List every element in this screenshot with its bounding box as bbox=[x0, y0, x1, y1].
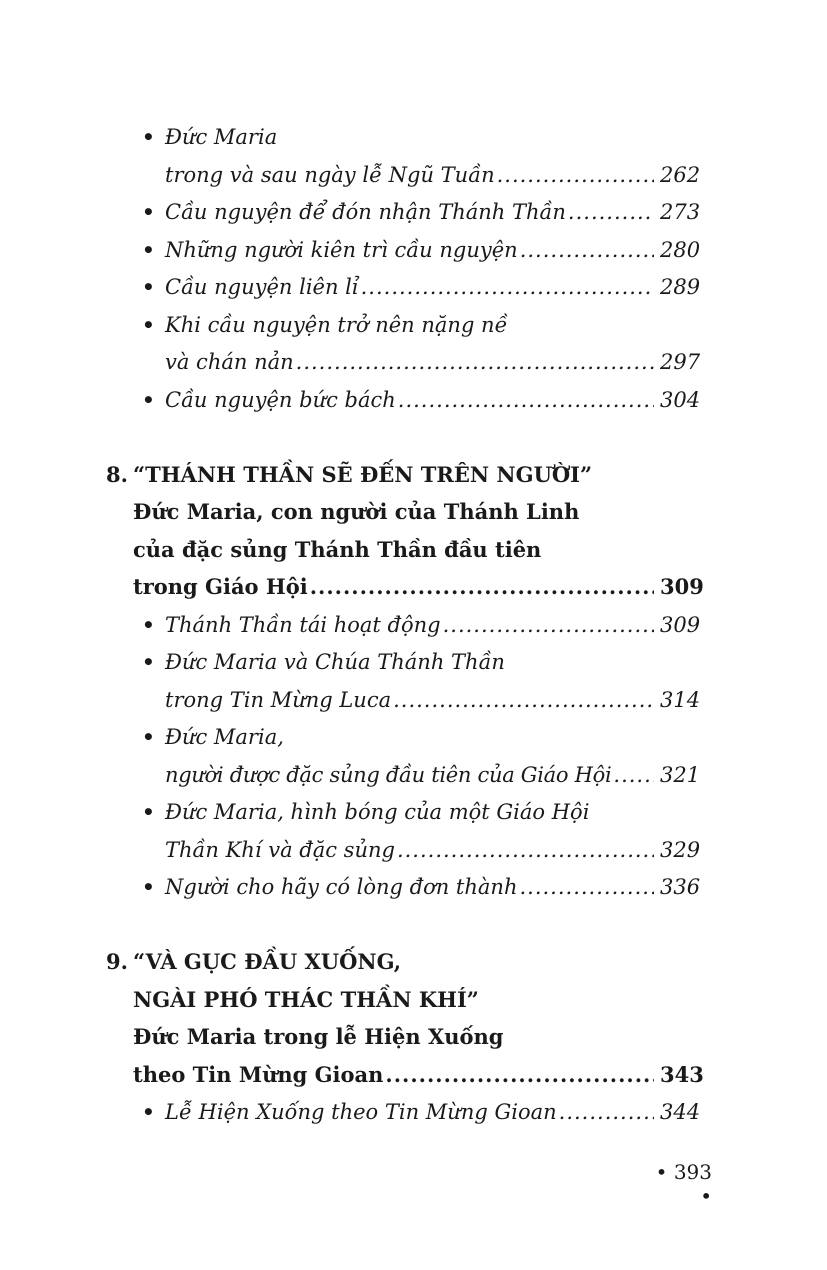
toc-entry bbox=[142, 864, 701, 900]
toc-entry bbox=[142, 789, 700, 825]
toc-entry bbox=[142, 714, 700, 750]
entry-title: Cầu nguyện liên lỉ bbox=[165, 275, 359, 299]
entry-title: Đức Maria và Chúa Thánh Thần bbox=[165, 650, 505, 674]
bullet-icon: • bbox=[142, 800, 155, 824]
chapter-title-line: NGÀI PHÓ THÁC THẦN KHÍ” bbox=[133, 987, 479, 1012]
chapter-title-line: trong Giáo Hội bbox=[133, 574, 308, 599]
page-number: 336 bbox=[660, 875, 701, 899]
toc-entry bbox=[142, 639, 700, 675]
page-number: 343 bbox=[660, 1062, 704, 1087]
entry-title: Thánh Thần tái hoạt động bbox=[165, 613, 441, 637]
bullet-icon: • bbox=[142, 313, 155, 337]
chapter-heading bbox=[133, 1014, 700, 1050]
entry-title: Cầu nguyện bức bách bbox=[165, 388, 396, 412]
chapter-title-line: của đặc sủng Thánh Thần đầu tiên bbox=[133, 537, 542, 562]
leader-dots bbox=[568, 199, 654, 225]
chapter-title-line: Đức Maria trong lễ Hiện Xuống bbox=[133, 1024, 504, 1049]
chapter-title-line: “THÁNH THẦN SẼ ĐẾN TRÊN NGƯỜI” bbox=[133, 462, 593, 487]
toc-entry bbox=[165, 827, 700, 863]
toc-entry bbox=[142, 227, 701, 263]
bullet-icon: • bbox=[142, 388, 155, 412]
page-number: 314 bbox=[660, 688, 701, 712]
chapter-heading bbox=[133, 1052, 704, 1088]
page-footer-number: • 393 • bbox=[655, 1160, 712, 1208]
page-number: 329 bbox=[660, 838, 701, 862]
entry-title: Đức Maria, bbox=[165, 725, 284, 749]
bullet-icon: • bbox=[142, 200, 155, 224]
entry-title: Người cho hãy có lòng đơn thành bbox=[165, 875, 518, 899]
page-number: 262 bbox=[660, 163, 701, 187]
chapter-heading bbox=[133, 527, 700, 563]
page-number: 309 bbox=[660, 613, 701, 637]
toc-entry bbox=[165, 339, 700, 375]
toc-entry bbox=[142, 114, 700, 150]
page-number: 297 bbox=[660, 350, 701, 374]
leader-dots bbox=[385, 1062, 654, 1088]
entry-title: và chán nản bbox=[165, 350, 294, 374]
leader-dots bbox=[497, 162, 654, 188]
leader-dots bbox=[443, 612, 654, 638]
entry-title: Thần Khí và đặc sủng bbox=[165, 838, 395, 862]
page-number: 309 bbox=[660, 574, 704, 599]
entry-title: Lễ Hiện Xuống theo Tin Mừng Gioan bbox=[165, 1100, 557, 1124]
page-number: 273 bbox=[660, 200, 701, 224]
leader-dots bbox=[296, 349, 654, 375]
page-number: 321 bbox=[660, 763, 701, 787]
page-number: 304 bbox=[660, 388, 701, 412]
chapter-title-line: theo Tin Mừng Gioan bbox=[133, 1062, 384, 1087]
toc-entry bbox=[142, 377, 701, 413]
bullet-icon: • bbox=[142, 875, 155, 899]
chapter-title-line: “VÀ GỤC ĐẦU XUỐNG, bbox=[133, 949, 402, 974]
leader-dots bbox=[361, 274, 654, 300]
entry-title: trong Tin Mừng Luca bbox=[165, 688, 392, 712]
bullet-icon: • bbox=[142, 725, 155, 749]
leader-dots bbox=[613, 762, 654, 788]
bullet-icon: • bbox=[142, 613, 155, 637]
toc-entry bbox=[142, 302, 700, 338]
toc-entry bbox=[142, 602, 701, 638]
leader-dots bbox=[519, 874, 654, 900]
chapter-heading bbox=[133, 977, 700, 1013]
page-number: 289 bbox=[660, 275, 701, 299]
bullet-icon: • bbox=[142, 1100, 155, 1124]
entry-title: Đức Maria bbox=[165, 125, 278, 149]
bullet-icon: • bbox=[142, 650, 155, 674]
chapter-number: 8. bbox=[106, 462, 128, 487]
leader-dots bbox=[310, 574, 654, 600]
toc-entry bbox=[142, 189, 701, 225]
toc-entry bbox=[142, 264, 701, 300]
entry-title: Đức Maria, hình bóng của một Giáo Hội bbox=[165, 800, 590, 824]
toc-entry bbox=[142, 1089, 701, 1125]
chapter-number: 9. bbox=[106, 949, 128, 974]
chapter-title-line: Đức Maria, con người của Thánh Linh bbox=[133, 499, 580, 524]
leader-dots bbox=[398, 387, 654, 413]
bullet-icon: • bbox=[142, 275, 155, 299]
leader-dots bbox=[520, 237, 654, 263]
entry-title: Khi cầu nguyện trở nên nặng nề bbox=[165, 313, 508, 337]
page-number: 344 bbox=[660, 1100, 701, 1124]
toc-entry bbox=[165, 752, 700, 788]
chapter-heading bbox=[106, 939, 700, 975]
leader-dots bbox=[397, 837, 654, 863]
toc-entry bbox=[165, 152, 700, 188]
entry-title: Cầu nguyện để đón nhận Thánh Thần bbox=[165, 200, 566, 224]
chapter-heading bbox=[133, 489, 700, 525]
page-number: 280 bbox=[660, 238, 701, 262]
leader-dots bbox=[559, 1099, 654, 1125]
toc-entry bbox=[165, 677, 700, 713]
bullet-icon: • bbox=[142, 125, 155, 149]
leader-dots bbox=[393, 687, 654, 713]
entry-title: trong và sau ngày lễ Ngũ Tuần bbox=[165, 163, 495, 187]
chapter-heading bbox=[133, 564, 704, 600]
entry-title: Những người kiên trì cầu nguyện bbox=[165, 238, 518, 262]
chapter-heading bbox=[106, 452, 700, 488]
bullet-icon: • bbox=[142, 238, 155, 262]
entry-title: người được đặc sủng đầu tiên của Giáo Hội bbox=[165, 763, 612, 787]
